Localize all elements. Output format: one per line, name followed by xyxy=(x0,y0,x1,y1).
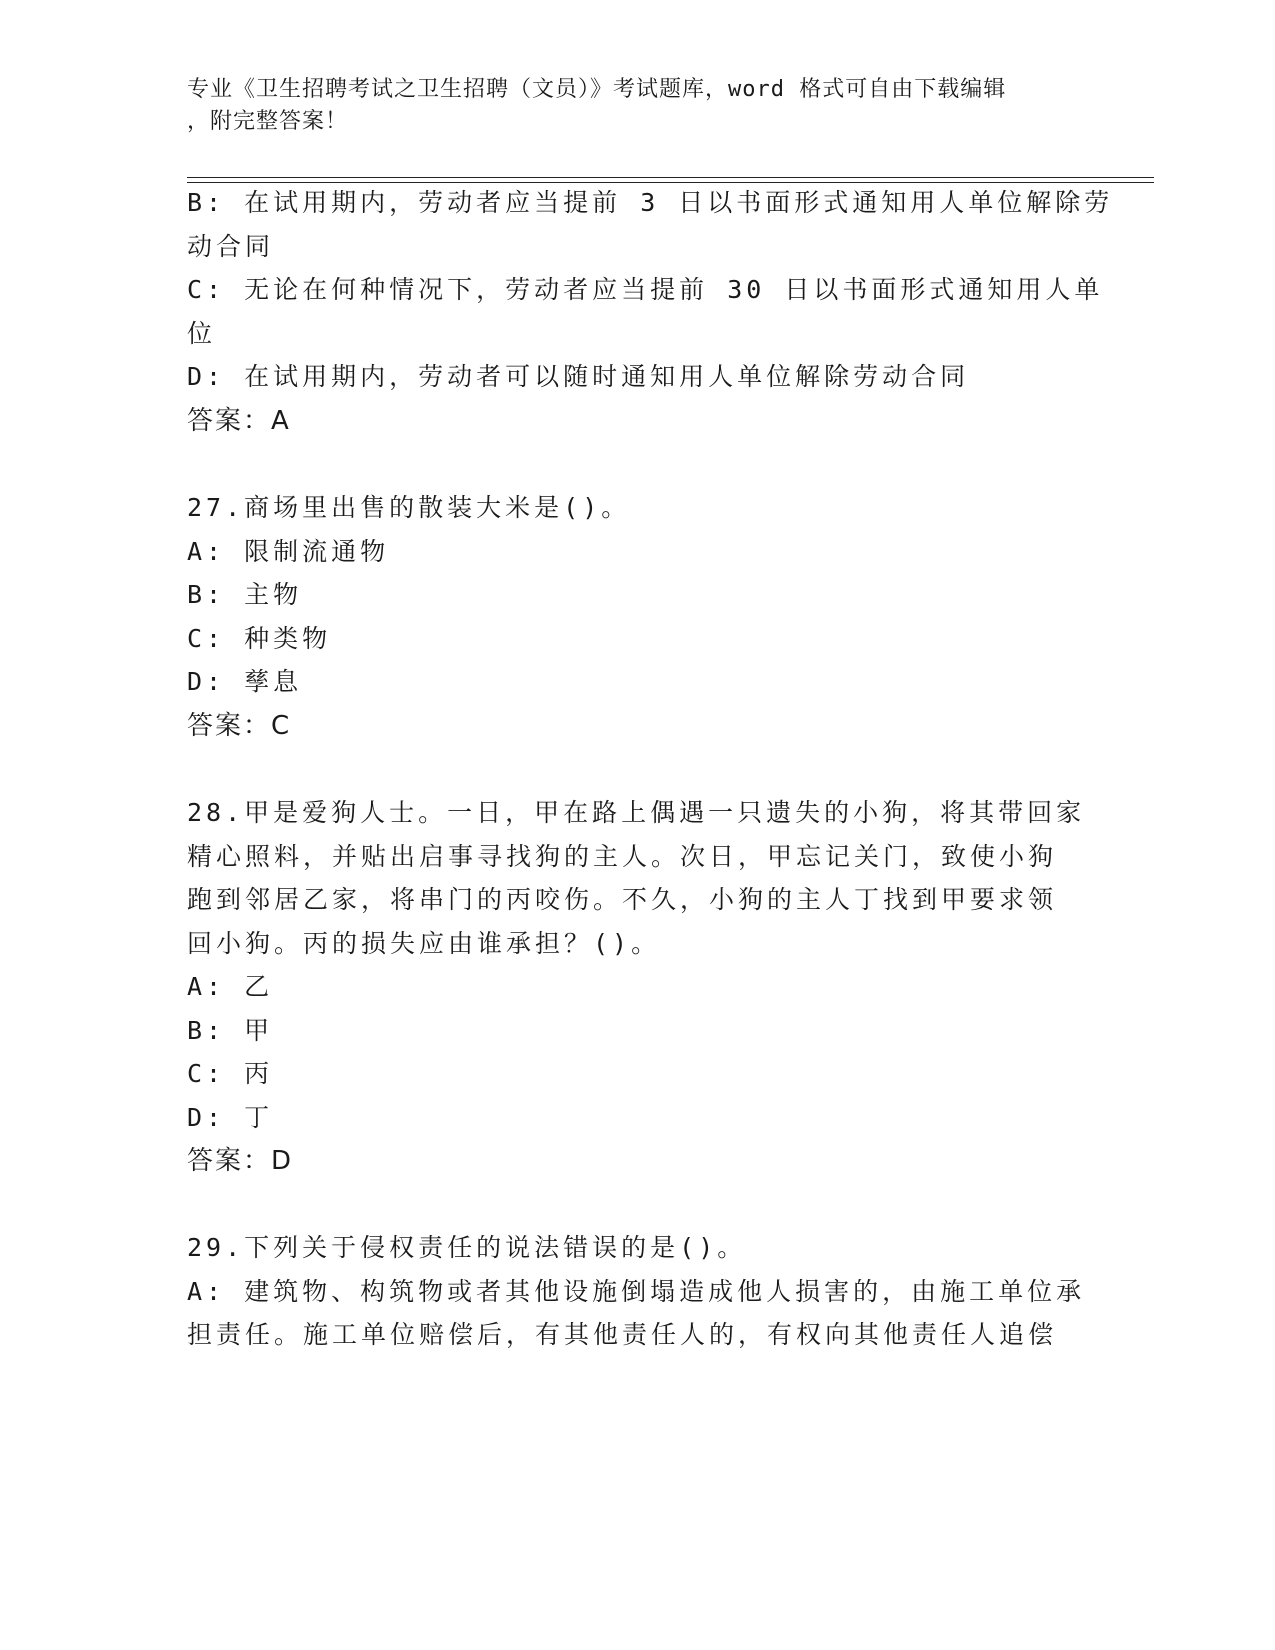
q26-option-c-line-2: 位 xyxy=(187,319,217,348)
q27-option-a: A: 限制流通物 xyxy=(187,537,390,566)
header-title-line-2: ，附完整答案！ xyxy=(187,109,349,134)
q26-option-b-line-2: 动合同 xyxy=(187,232,275,261)
document-header xyxy=(187,74,1087,138)
q26-answer: 答案：A xyxy=(187,406,291,436)
q28-stem-line-4: 回小狗。丙的损失应由谁承担？()。 xyxy=(187,929,661,958)
q27-answer: 答案：C xyxy=(187,711,292,741)
header-divider-top xyxy=(187,177,1154,178)
q29-stem: 29.下列关于侵权责任的说法错误的是()。 xyxy=(187,1233,747,1262)
q27-option-c: C: 种类物 xyxy=(187,624,332,653)
q26-option-d: D: 在试用期内，劳动者可以随时通知用人单位解除劳动合同 xyxy=(187,362,970,391)
q28-option-c: C: 丙 xyxy=(187,1059,274,1088)
header-title-line-1: 专业《卫生招聘考试之卫生招聘（文员）》考试题库，word 格式可自由下载编辑 xyxy=(187,77,1007,102)
q28-stem-line-1: 28.甲是爱狗人士。一日，甲在路上偶遇一只遗失的小狗，将其带回家 xyxy=(187,798,1086,827)
q27-option-d: D: 孳息 xyxy=(187,667,303,696)
q27-option-b: B: 主物 xyxy=(187,580,303,609)
q27-stem: 27.商场里出售的散装大米是()。 xyxy=(187,493,631,522)
q28-option-a: A: 乙 xyxy=(187,972,274,1001)
q28-answer: 答案：D xyxy=(187,1146,294,1176)
q26-option-c-line-1: C: 无论在何种情况下，劳动者应当提前 30 日以书面形式通知用人单 xyxy=(187,275,1104,304)
q28-stem-line-2: 精心照料，并贴出启事寻找狗的主人。次日，甲忘记关门，致使小狗 xyxy=(187,842,1058,871)
q28-stem-line-3: 跑到邻居乙家，将串门的丙咬伤。不久，小狗的主人丁找到甲要求领 xyxy=(187,885,1058,914)
q26-option-b-line-1: B: 在试用期内，劳动者应当提前 3 日以书面形式通知用人单位解除劳 xyxy=(187,188,1114,217)
q29-option-a-line-1: A: 建筑物、构筑物或者其他设施倒塌造成他人损害的，由施工单位承 xyxy=(187,1277,1086,1306)
q29-option-a-line-2: 担责任。施工单位赔偿后，有其他责任人的，有权向其他责任人追偿 xyxy=(187,1320,1058,1349)
q28-option-b: B: 甲 xyxy=(187,1016,274,1045)
q28-option-d: D: 丁 xyxy=(187,1103,274,1132)
header-divider-bottom xyxy=(187,182,1154,183)
